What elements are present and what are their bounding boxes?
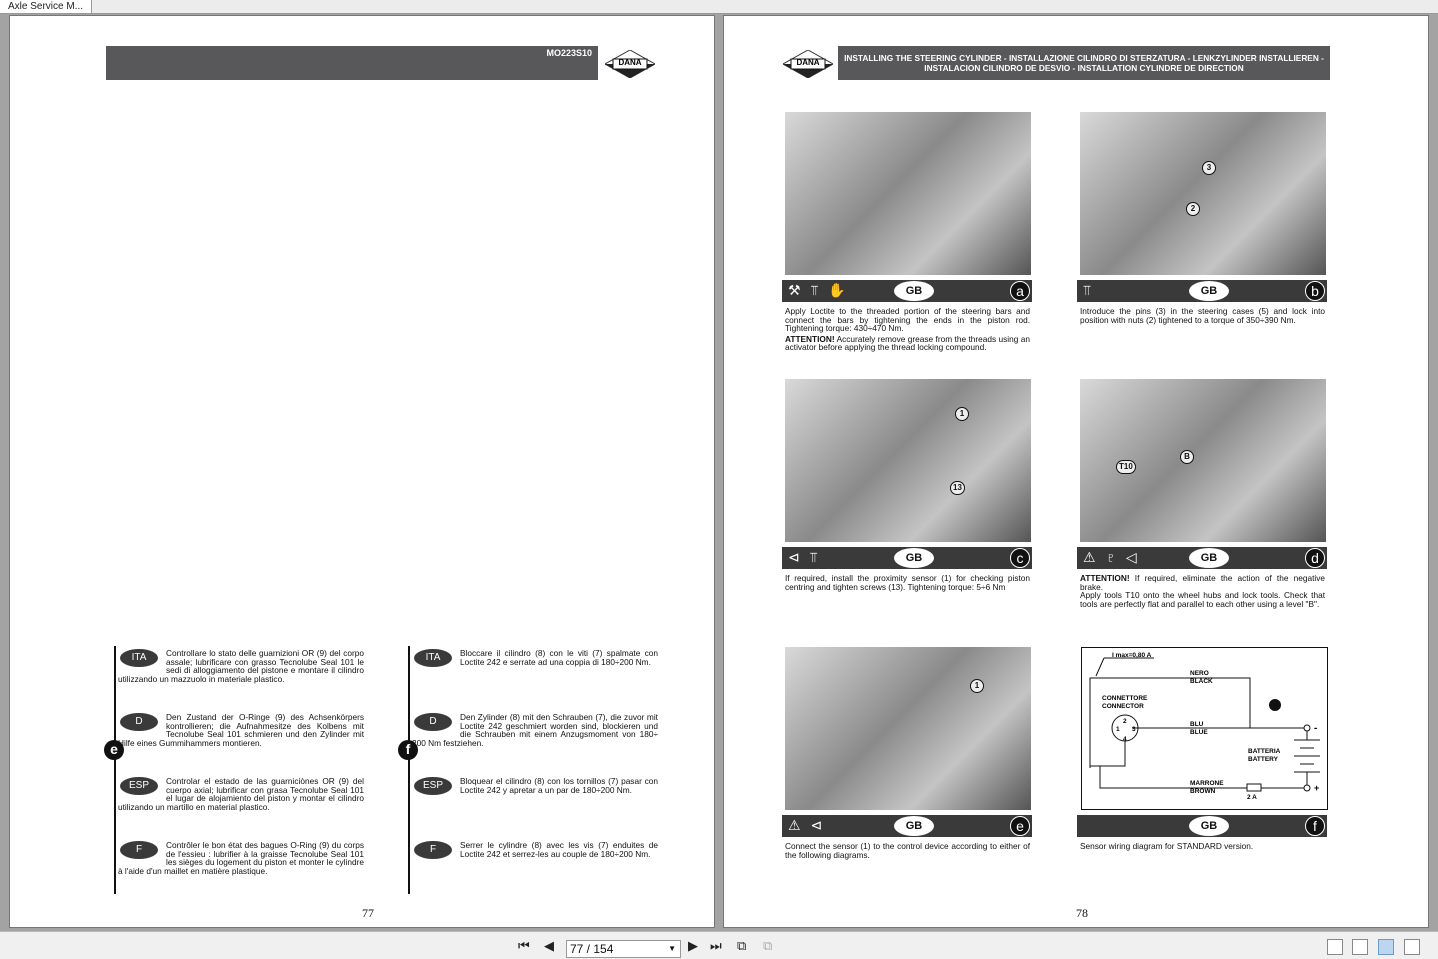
section-title-line2: INSTALACION CILINDRO DE DESVIO - INSTALLATION CYLINDRE DE DIRECTION <box>924 63 1244 73</box>
lang-badge: GB <box>1189 816 1229 836</box>
instruction-text: Controlar el estado de las guarniciònes OR (9) del cuerpo axial; lubrificar con grasa Tecnolube Seal 101 el lugar de alojamiento del piston y montar el cilindro utilizando un martillo en material plastico. <box>118 776 364 813</box>
lang-block-f <box>412 841 658 861</box>
lang-block-esp <box>118 777 364 812</box>
lang-badge: F <box>414 841 452 859</box>
lang-badge: ESP <box>414 777 452 795</box>
step-bar-a <box>782 280 1032 302</box>
tool-icons: ⚒ ⫪ ✋ <box>788 282 849 298</box>
diagram-label: NERO <box>1190 670 1209 677</box>
continuous-facing-view-button[interactable] <box>1404 939 1420 955</box>
lang-badge: GB <box>1189 548 1229 568</box>
caption-text: Apply tools T10 onto the wheel hubs and lock tools. Check that tools are perfectly flat and parallel to each other using a level "B". <box>1080 590 1325 609</box>
instruction-text: Serrer le cylindre (8) avec les vis (7) enduites de Loctite 242 et serrez-les au couple de 180÷200 Nm. <box>460 840 658 859</box>
page-number: 78 <box>1076 906 1088 920</box>
page-number: 77 <box>362 906 374 920</box>
step-caption-a <box>785 307 1030 352</box>
callout-label: 2 <box>1186 202 1200 216</box>
svg-text:1: 1 <box>1116 726 1120 733</box>
step-letter: b <box>1305 281 1325 301</box>
svg-text:2: 2 <box>1123 718 1127 725</box>
step-marker: f <box>398 740 418 760</box>
step-letter: a <box>1010 281 1030 301</box>
photo-step-e <box>785 647 1031 810</box>
step-marker: e <box>104 740 124 760</box>
lang-block-ita <box>118 649 364 684</box>
step-letter: f <box>1305 816 1325 836</box>
callout-label: 3 <box>1202 161 1216 175</box>
last-page-button[interactable]: ⏭ <box>710 938 722 953</box>
step-bar-c <box>782 547 1032 569</box>
diagram-label: 2 A <box>1247 794 1257 801</box>
lang-badge: GB <box>894 548 934 568</box>
diagram-label: MARRONE <box>1190 780 1224 787</box>
diagram-label: BLUE <box>1190 729 1208 736</box>
callout-label: 1 <box>970 679 984 693</box>
caption-text: Connect the sensor (1) to the control device according to either of the following diagrams. <box>785 841 1030 860</box>
lang-block-esp <box>412 777 658 797</box>
instruction-column-f <box>405 646 668 894</box>
tool-icons: ⚠ ♇ ◁ <box>1083 549 1140 565</box>
next-page-button[interactable]: ▶ <box>688 938 698 953</box>
tool-icons: ⫪ <box>1083 282 1094 298</box>
page-77 <box>9 15 715 928</box>
lang-badge: ESP <box>120 777 158 795</box>
lang-block-ita <box>412 649 658 669</box>
diagram-label: BATTERY <box>1248 756 1278 763</box>
step-caption-f <box>1080 842 1325 851</box>
step-bar-d <box>1077 547 1327 569</box>
diagram-label: CONNETTORE <box>1102 695 1148 702</box>
instruction-text: Controllare lo stato delle guarnizioni OR (9) del corpo assale; lubrificare con grasso Tecnolube Seal 101 le sedi di alloggiamento del pistone e montare il cilindro utilizzando un mazzuolo in materiale plastico. <box>118 648 364 685</box>
attention-text: If required, eliminate the action of the negative brake. <box>1080 573 1325 592</box>
lang-badge: D <box>120 713 158 731</box>
single-page-view-button[interactable] <box>1327 939 1343 955</box>
step-caption-c <box>785 574 1030 591</box>
diagram-label: BLACK <box>1190 678 1213 685</box>
tab-strip <box>0 0 1438 14</box>
diagram-label: BLU <box>1190 721 1204 728</box>
photo-step-d <box>1080 379 1326 542</box>
facing-view-button[interactable] <box>1378 939 1394 955</box>
attention-label: ATTENTION! <box>1080 573 1130 583</box>
caption-text: Sensor wiring diagram for STANDARD version. <box>1080 841 1254 851</box>
lang-badge: GB <box>894 816 934 836</box>
rotate-back-icon[interactable]: ⧉ <box>737 938 747 953</box>
callout-label: B <box>1180 450 1194 464</box>
instruction-text: Bloquear el cilindro (8) con los tornillos (7) pasar con Loctite 242 y apretar a un par de 180÷200 Nm. <box>460 776 658 795</box>
viewer-toolbar <box>0 931 1438 959</box>
lang-badge: GB <box>1189 281 1229 301</box>
rotate-forward-icon[interactable]: ⧉ <box>763 938 773 953</box>
document-code: MO223S10 <box>546 48 592 58</box>
lang-badge: F <box>120 841 158 859</box>
diagram-label: BROWN <box>1190 788 1216 795</box>
lang-block-d <box>412 713 658 748</box>
diagram-label: BATTERIA <box>1248 748 1281 755</box>
instruction-text: Contrôler le bon état des bagues O-Ring (9) du corps de l'essieu : lubrifier à la graisse Tecnolube Seal 101 les sièges du logement du piston et monter le cylindre à l'aide d'un maillet en matière plastique. <box>118 840 364 877</box>
instruction-column-e <box>110 646 374 894</box>
first-page-button[interactable]: ⏮ <box>518 938 530 953</box>
wiring-diagram-svg <box>1082 648 1327 809</box>
lang-badge: ITA <box>414 649 452 667</box>
step-bar-f <box>1077 815 1327 837</box>
attention-text: Accurately remove grease from the threads using an activator before applying the thread locking compound. <box>785 333 1030 353</box>
lang-badge: D <box>414 713 452 731</box>
page-header-bar <box>106 46 598 80</box>
svg-text:4: 4 <box>1123 736 1127 743</box>
lang-badge: GB <box>894 281 934 301</box>
callout-label: T10 <box>1116 460 1136 474</box>
continuous-view-button[interactable] <box>1352 939 1368 955</box>
callout-label: 1 <box>955 407 969 421</box>
page-78 <box>723 15 1429 928</box>
step-letter: e <box>1010 816 1030 836</box>
dana-logo: DANA <box>783 50 833 78</box>
photo-step-b <box>1080 112 1326 275</box>
svg-text:3: 3 <box>1132 726 1136 733</box>
tool-icons: ⊲ ⫪ <box>788 549 821 565</box>
caption-text: Apply Loctite to the threaded portion of the steering bars and connect the bars by tightening the ends in the piston rod. Tightening torque: 430÷470 Nm. <box>785 306 1030 334</box>
photo-step-c <box>785 379 1031 542</box>
step-letter: c <box>1010 548 1030 568</box>
section-title-bar <box>838 46 1330 80</box>
step-caption-b <box>1080 307 1325 324</box>
diagram-imax: I max=0,80 A <box>1112 652 1152 659</box>
lang-block-d <box>118 713 364 748</box>
callout-label: 13 <box>950 481 965 495</box>
lang-badge: ITA <box>120 649 158 667</box>
step-bar-e <box>782 815 1032 837</box>
page-number-input[interactable]: 77 / 154 ▼ <box>566 940 681 958</box>
caption-text: Introduce the pins (3) in the steering cases (5) and lock into position with nuts (2) tightened to a torque of 350÷390 Nm. <box>1080 306 1325 325</box>
diagram-label: - <box>1314 723 1318 734</box>
step-letter: d <box>1305 548 1325 568</box>
attention-label: ATTENTION! <box>785 333 835 344</box>
step-caption-d <box>1080 574 1325 608</box>
section-title-line1: INSTALLING THE STEERING CYLINDER - INSTALLAZIONE CILINDRO DI STERZATURA - LENKZYLINDER INSTALLIEREN - <box>844 53 1324 63</box>
document-tab[interactable]: Axle Service M... <box>0 0 92 13</box>
photo-step-a <box>785 112 1031 275</box>
dana-logo: DANA <box>605 50 655 78</box>
caption-text: If required, install the proximity sensor (1) for checking piston centring and tighten screws (13). Tightening torque: 5÷6 Nm <box>785 573 1030 592</box>
prev-page-button[interactable]: ◀ <box>544 938 554 953</box>
chevron-down-icon[interactable]: ▼ <box>668 944 676 953</box>
instruction-text: Den Zustand der O-Ringe (9) des Achsenkörpers kontrollieren; die Aufnahmesitze des Kolbens mit Tecnolube Seal 101 schmieren und den Zylinder mit Hilfe eines Gummihammers montieren. <box>118 712 364 749</box>
instruction-text: Den Zylinder (8) mit den Schrauben (7), die zuvor mit Loctite 242 geschmiert worden sind, blockieren und die Schrauben mit einem Anzugsmoment von 180÷ 200 Nm festziehen. <box>412 712 658 749</box>
instruction-text: Bloccare il cilindro (8) con le viti (7) spalmate con Loctite 242 e serrate ad una coppia di 180÷200 Nm. <box>460 648 658 667</box>
tool-icons: ⚠ ⊲ <box>788 817 826 833</box>
lang-block-f <box>118 841 364 876</box>
step-caption-e <box>785 842 1030 859</box>
step-bar-b <box>1077 280 1327 302</box>
diagram-label: + <box>1314 783 1320 793</box>
wiring-diagram <box>1081 647 1328 810</box>
diagram-label: CONNECTOR <box>1102 703 1144 710</box>
